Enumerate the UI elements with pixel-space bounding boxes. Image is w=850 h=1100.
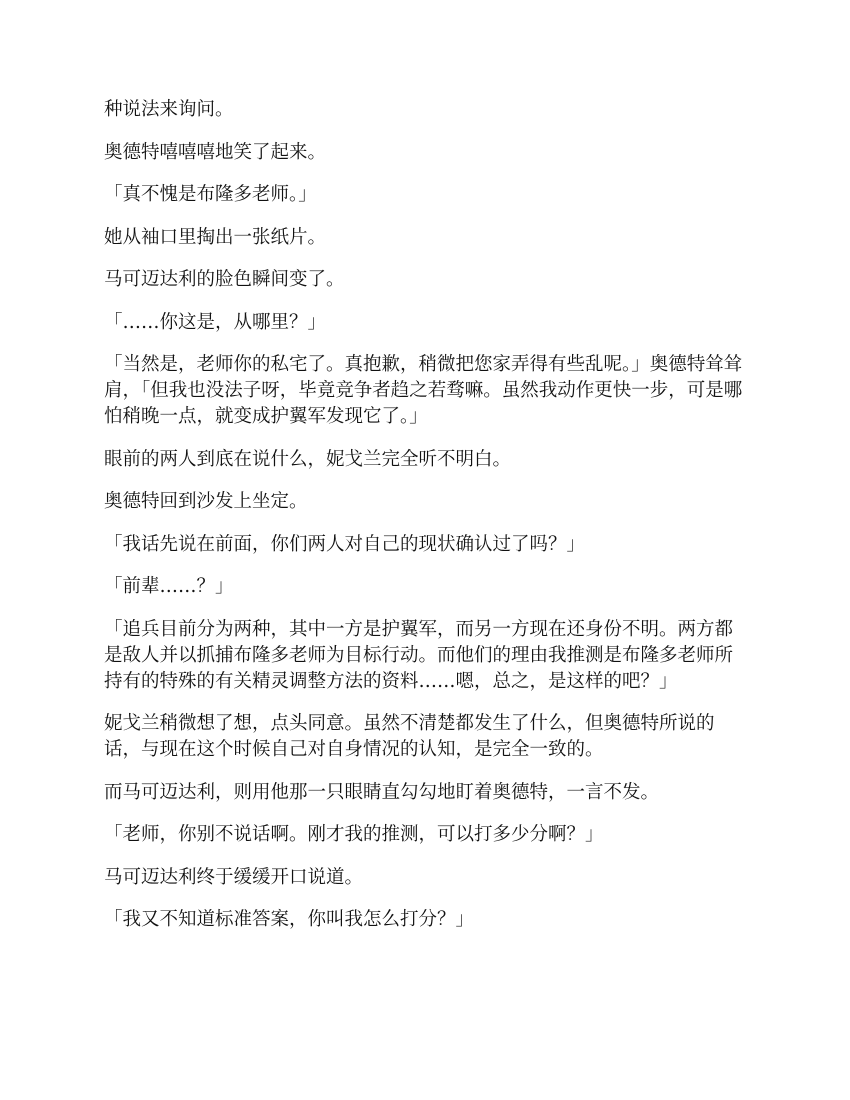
paragraph: 而马可迈达利，则用他那一只眼睛直勾勾地盯着奥德特，一言不发。 <box>104 781 660 803</box>
paragraph: 奥德特嘻嘻嘻地笑了起来。 <box>104 141 327 163</box>
paragraph: 「……你这是，从哪里？」 <box>104 311 327 333</box>
paragraph: 马可迈达利的脸色瞬间变了。 <box>104 269 345 290</box>
paragraph: 马可迈达利终于缓缓开口说道。 <box>104 866 364 888</box>
paragraph: 「前辈……？」 <box>104 576 234 597</box>
paragraph: 「追兵目前分为两种，其中一方是护翼军，而另一方现在还身份不明。两方都是敌人并以抓捕布隆多老师为目标行动。而他们的理由我推测是布隆多老师所持有的特殊的有关精灵调整方法的资料……嗯，总之，是这样的吧？」 <box>104 618 734 692</box>
paragraph: 「我又不知道标准答案，你叫我怎么打分？」 <box>104 909 475 930</box>
document-page <box>104 97 749 950</box>
paragraph: 奥德特回到沙发上坐定。 <box>104 491 308 512</box>
paragraph: 「当然是，老师你的私宅了。真抱歉，稍微把您家弄得有些乱呢。」奥德特耸耸肩，「但我也没法子呀，毕竟竞争者趋之若骛嘛。虽然我动作更快一步，可是哪怕稍晚一点，就变成护翼军发现它了。」 <box>104 354 743 427</box>
paragraph: 「老师，你别不说话啊。刚才我的推测，可以打多少分啊？」 <box>104 824 604 845</box>
paragraph: 「真不愧是布隆多老师。」 <box>104 184 317 205</box>
paragraph: 种说法来询问。 <box>104 99 234 120</box>
paragraph: 妮戈兰稍微想了想，点头同意。虽然不清楚都发生了什么，但奥德特所说的话，与现在这个时候自己对自身情况的认知，是完全一致的。 <box>104 713 715 760</box>
paragraph: 「我话先说在前面，你们两人对自己的现状确认过了吗？」 <box>104 533 586 555</box>
paragraph: 她从袖口里掏出一张纸片。 <box>104 226 327 248</box>
paragraph: 眼前的两人到底在说什么，妮戈兰完全听不明白。 <box>104 448 512 470</box>
